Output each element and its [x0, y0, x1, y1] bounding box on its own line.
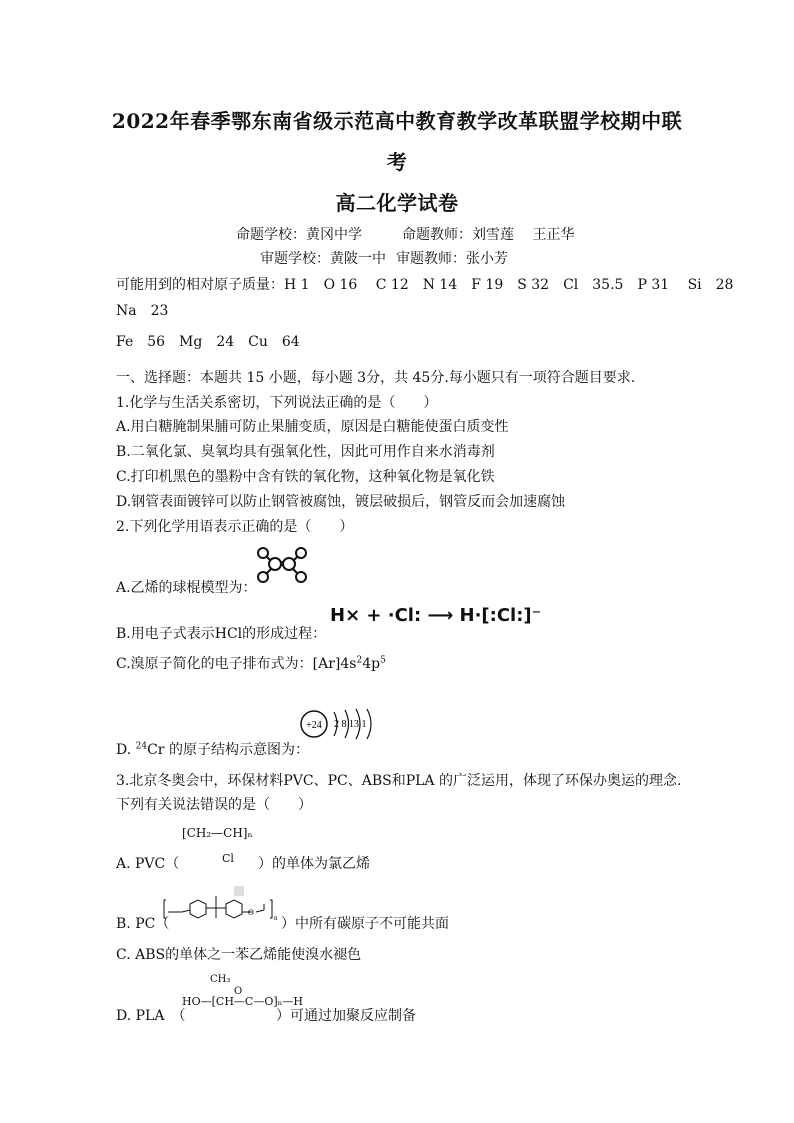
cr-nucleus-label: +24 [306, 720, 322, 731]
q1-option-b: B.二氧化氯、臭氧均具有强氧化性，因此可用作自来水消毒剂 [116, 444, 495, 460]
q1-option-c: C.打印机黑色的墨粉中含有铁的氧化物，这种氧化物是氧化铁 [116, 469, 495, 485]
svg-text:n: n [274, 914, 278, 922]
q3-option-d-rest: ）可通过加聚反应制备 [276, 1008, 416, 1024]
proposition-school: 命题学校：黄冈中学 [236, 227, 362, 243]
q2-option-c-text: C.溴原子简化的电子排布式为：[Ar]4s [116, 656, 357, 672]
q2-option-a: A.乙烯的球棍模型为： [116, 580, 257, 596]
q3-option-d-label: D. PLA （ [116, 1008, 186, 1024]
svg-text:O: O [248, 908, 254, 917]
q3-option-c: C. ABS的单体之一苯乙烯能使溴水褪色 [116, 947, 362, 963]
cr-shell-counts: 2 8 13 1 [334, 719, 367, 730]
pvc-structure-cl: Cl [222, 852, 234, 865]
q3-stem-line-2: 下列有关说法错误的是（ ） [116, 797, 312, 813]
atomic-masses-line-1: 可能用到的相对原子质量：H 1 O 16 C 12 N 14 F 19 S 32 Cl 35.5 P 31 Si 28 [116, 277, 734, 293]
title-line-2: 考 [386, 150, 408, 174]
q1-option-a: A.用白糖腌制果脯可防止果脯变质，原因是白糖能使蛋白质变性 [116, 419, 509, 435]
pla-structure-ch3: CH₃ [210, 974, 231, 985]
atomic-masses-line-3: Fe 56 Mg 24 Cu 64 [116, 334, 300, 350]
proposition-teachers: 命题教师：刘雪莲 王正华 [402, 227, 575, 243]
q3-option-b-rest: ）中所有碳原子不可能共面 [281, 916, 449, 932]
ethylene-ball-stick-model [254, 545, 310, 585]
pla-structure-formula: HO—[CH—C—O]ₙ—H [182, 995, 303, 1008]
atomic-masses-line-2: Na 23 [116, 303, 169, 319]
pla-structure-o: O [234, 986, 243, 997]
q2-option-c-sup-1: 2 [356, 655, 363, 666]
review-school: 审题学校：黄陂一中 [260, 251, 386, 267]
section-1-header: 一、选择题：本题共 15 小题，每小题 3分，共 45分.每小题只有一项符合题目要求. [116, 370, 636, 386]
q2-stem: 2.下列化学用语表示正确的是（ ） [116, 519, 354, 535]
hcl-electron-formula: H× + ·Cl: ⟶ H·[:Cl:]⁻ [330, 605, 542, 626]
cr-atom-structure-diagram [298, 706, 382, 742]
q2-option-d-text: Cr 的原子结构示意图为： [147, 742, 309, 758]
review-teacher: 审题教师：张小芳 [396, 251, 508, 267]
q2-option-c [116, 653, 386, 673]
q1-option-d: D.钢管表面镀锌可以防止钢管被腐蚀，镀层破损后，钢管反而会加速腐蚀 [116, 494, 566, 510]
paper-subtitle: 高二化学试卷 [335, 191, 459, 215]
q3-option-a-label: A. PVC（ [116, 856, 180, 872]
pc-structure-diagram [160, 886, 280, 926]
q3-option-a-rest: ）的单体为氯乙烯 [258, 856, 370, 872]
pvc-structure-formula: [CH₂—CH]ₙ [182, 826, 253, 840]
q1-stem: 1.化学与生活关系密切，下列说法正确的是（ ） [116, 395, 438, 411]
q3-stem-line-1: 3.北京冬奥会中，环保材料PVC、PC、ABS和PLA 的广泛运用，体现了环保办奥运的理念. [116, 773, 682, 789]
q3-option-b-label: B. PC（ [116, 916, 170, 932]
q2-option-d-mass-number: 24 [135, 741, 148, 752]
q2-option-b: B.用电子式表示HCl的形成过程： [116, 626, 327, 642]
q2-option-c-sup-2: 5 [380, 655, 386, 666]
q2-option-d: D. $^{24}$Cr 的原子结构示意图为： [116, 741, 309, 758]
q2-option-c-mid: 4p [362, 656, 381, 672]
title-line-1: 2022年春季鄂东南省级示范高中教育教学改革联盟学校期中联 [111, 109, 683, 133]
